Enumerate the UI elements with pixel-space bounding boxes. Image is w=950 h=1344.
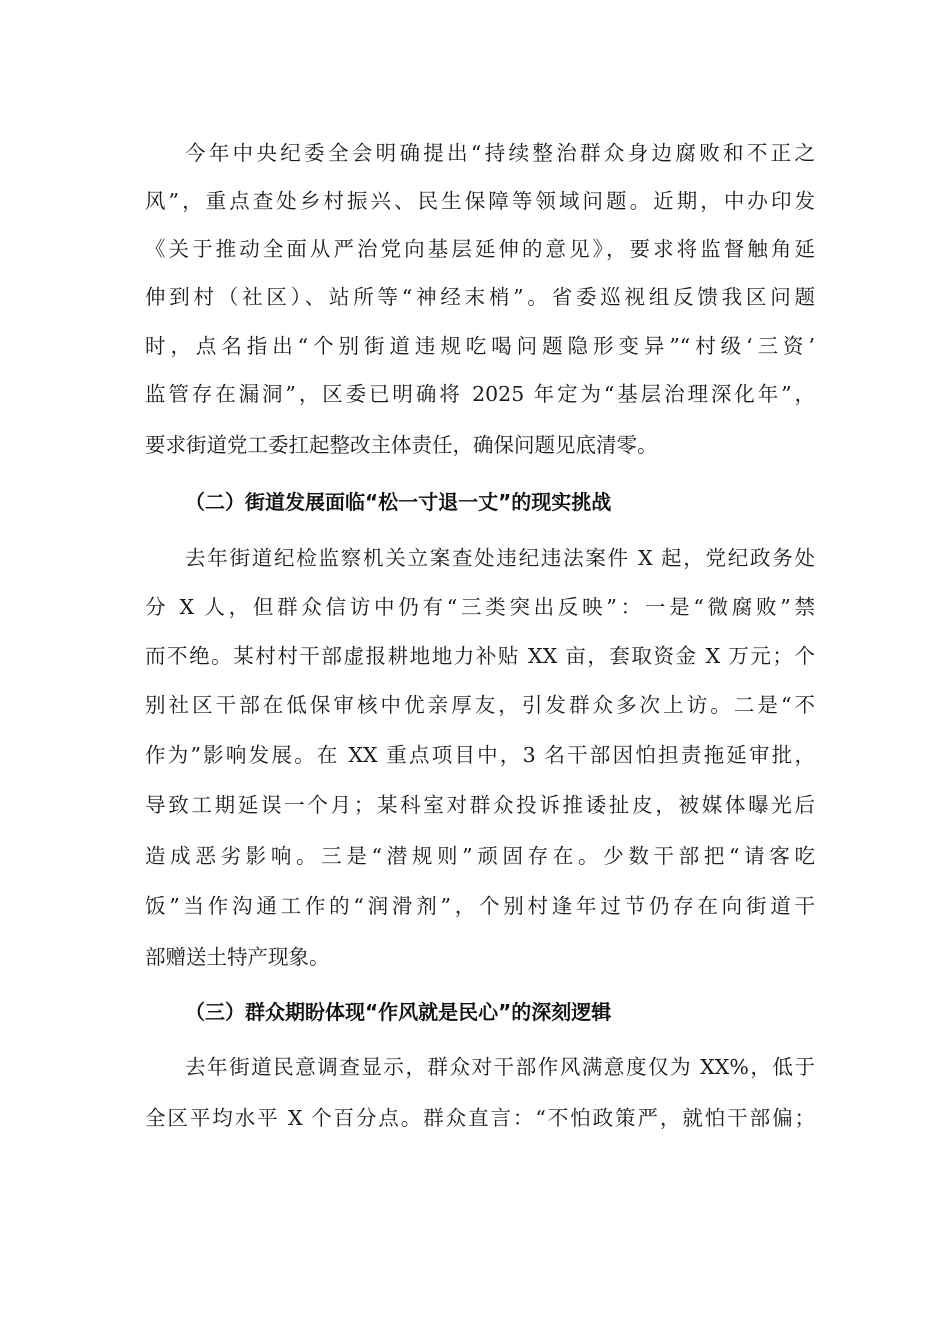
paragraph-2-line-3: 而不绝。某村村干部虚报耕地地力补贴 XX 亩，套取资金 X 万元；个 — [145, 644, 815, 668]
paragraph-2-line-7: 造成恶劣影响。三是“潜规则”顽固存在。少数干部把“请客吃 — [145, 844, 815, 868]
paragraph-1-line-2: 风”，重点查处乡村振兴、民生保障等领域问题。近期，中办印发 — [145, 189, 815, 213]
paragraph-1-line-7: 要求街道党工委扛起整改主体责任，确保问题见底清零。 — [145, 433, 658, 457]
paragraph-1-line-4: 伸到村（社区）、站所等“神经末梢”。省委巡视组反馈我区问题 — [145, 285, 815, 309]
paragraph-2-line-4: 别社区干部在低保审核中优亲厚友，引发群众多次上访。二是“不 — [145, 693, 815, 717]
paragraph-2-line-5: 作为”影响发展。在 XX 重点项目中，3 名干部因怕担责拖延审批， — [145, 743, 815, 767]
paragraph-3-line-2: 全区平均水平 X 个百分点。群众直言：“不怕政策严，就怕干部偏； — [145, 1106, 815, 1130]
section-heading-2: （二）街道发展面临“松一寸退一丈”的现实挑战 — [185, 490, 612, 514]
paragraph-1-line-6: 监管存在漏洞”，区委已明确将 2025 年定为“基层治理深化年”， — [145, 382, 815, 406]
paragraph-3-line-1: 去年街道民意调查显示，群众对干部作风满意度仅为 XX%，低于 — [185, 1055, 815, 1079]
paragraph-2-line-9: 部赠送土特产现象。 — [145, 945, 330, 969]
paragraph-2-line-1: 去年街道纪检监察机关立案查处违纪违法案件 X 起，党纪政务处 — [185, 546, 815, 570]
paragraph-1-line-3: 《关于推动全面从严治党向基层延伸的意见》，要求将监督触角延 — [145, 237, 815, 261]
paragraph-2-line-8: 饭”当作沟通工作的“润滑剂”，个别村逢年过节仍存在向街道干 — [145, 894, 815, 918]
paragraph-1-line-5: 时，点名指出“个别街道违规吃喝问题隐形变异”“村级‘三资’ — [145, 334, 815, 358]
paragraph-2-line-6: 导致工期延误一个月；某科室对群众投诉推诿扯皮，被媒体曝光后 — [145, 793, 815, 817]
paragraph-1-line-1: 今年中央纪委全会明确提出“持续整治群众身边腐败和不正之 — [185, 141, 815, 165]
section-heading-3: （三）群众期盼体现“作风就是民心”的深刻逻辑 — [185, 1000, 612, 1024]
paragraph-2-line-2: 分 X 人，但群众信访中仍有“三类突出反映”：一是“微腐败”禁 — [145, 595, 815, 619]
